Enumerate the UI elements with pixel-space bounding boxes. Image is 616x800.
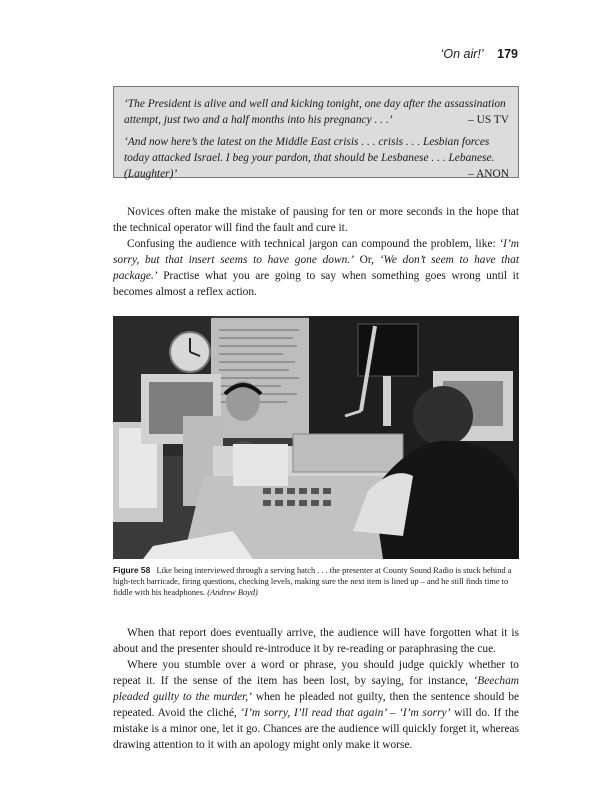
example-quote-1: ‘Beecham pleaded guilty to the murder,’ [113,675,519,703]
text-run: Where you stumble over a word or phrase, you should judge quickly whether to repeat it. If the sense of the item has been lost, by saying, for instance, [113,659,519,687]
caption-text: Like being interviewed through a serving hatch . . . the presenter at County Sound Radio is stuck behind a high-tech barricade, firing questions, checking levels, making sure the next item is lined up – and he still finds time to fiddle with his headphones. [113,566,512,597]
figure-label: Figure 58 [113,565,151,575]
quote-box [113,86,519,178]
paragraph [113,236,519,300]
photo-credit: (Andrew Boyd) [207,588,258,597]
text-run: when he pleaded not guilty, then the sentence should be repeated. Avoid the cliché, [113,691,519,719]
section-title: ‘On air!’ [440,47,484,61]
paragraph [113,657,519,753]
text-run: Confusing the audience with technical jargon can compound the problem, like: [127,238,500,250]
running-header [441,47,518,61]
text-run: will do. If the mistake is a minor one, let it go. Chances are the audience will quickly forget it, whereas drawing attention to it with an apology might only make it worse. [113,707,519,751]
quote-1 [124,96,509,128]
page-number: 179 [497,47,518,61]
paragraph: Novices often make the mistake of pausing for ten or more seconds in the hope that the technical operator will find the fault and cure it. [113,206,519,234]
example-quote-2: ‘I’m sorry, I’ll read that again’ – ‘I’m sorry’ [240,707,451,719]
text-run: Or, [353,254,380,266]
text-run: Practise what you are going to say when something goes wrong until it becomes almost a reflex action. [113,270,519,298]
radio-studio-photo [113,316,519,559]
quote-2 [124,134,509,182]
quote-2-text: ‘And now here’s the latest on the Middle East crisis . . . crisis . . . Lesbian forces today attacked Israel. I beg your pardon, that should be Lesbanese . . . Lebanese. (Laughter)’ [124,136,495,180]
body-text-bottom [113,625,519,753]
quote-1-text: ‘The President is alive and well and kicking tonight, one day after the assassination attempt, just two and a half months into his pregnancy . . .’ [124,98,506,126]
figure-photo [113,316,519,559]
figure-caption [113,565,519,598]
quoted-jargon-1: ‘I’m sorry, but that insert seems to have gone down.’ [113,238,519,266]
quote-1-attribution: – US TV [468,114,509,126]
paragraph: When that report does eventually arrive, the audience will have forgotten what it is about and the presenter should re-introduce it by re-reading or paraphrasing the cue. [113,627,519,655]
quote-2-attribution: – ANON [468,168,509,180]
body-text-top [113,204,519,300]
quoted-jargon-2: ‘We don’t seem to have that package.’ [113,254,519,282]
